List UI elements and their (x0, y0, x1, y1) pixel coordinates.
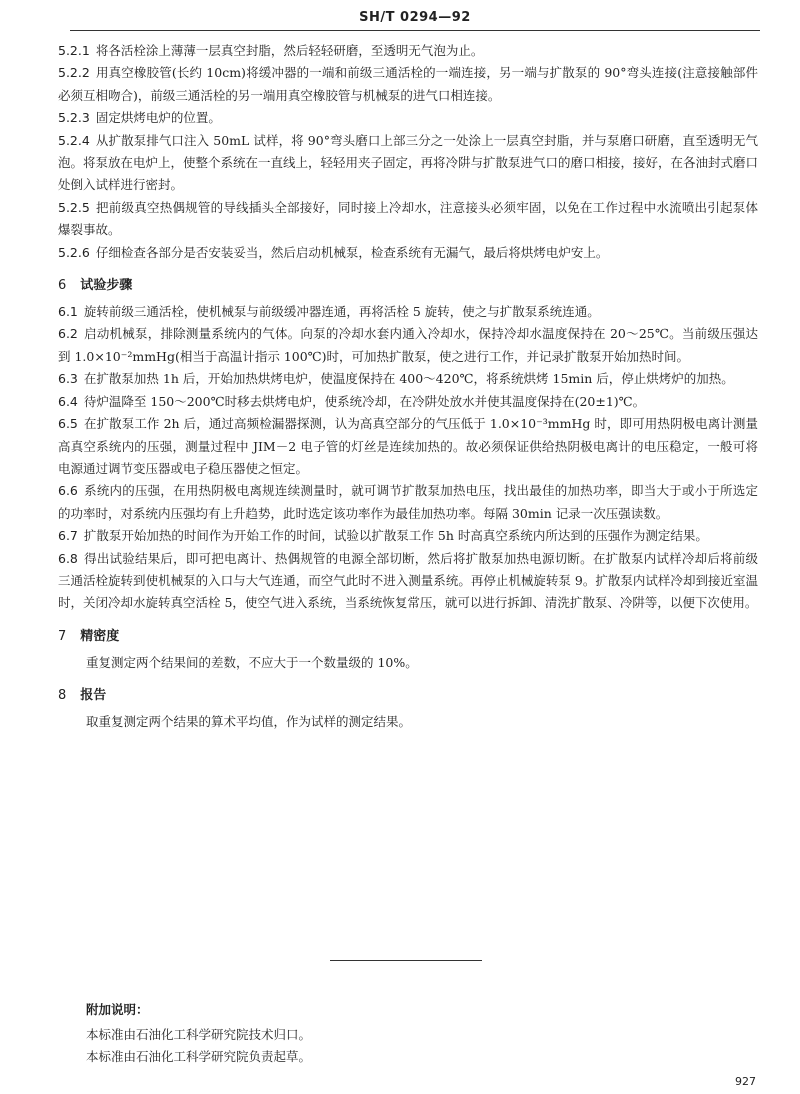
clause-6-7 (58, 525, 758, 547)
clause-number: 5.2.5 (58, 199, 90, 215)
clause-5-2-1 (58, 40, 758, 62)
additional-notes (86, 1000, 686, 1068)
clause-text: 仔细检查各部分是否安装妥当，然后启动机械泵，检查系统有无漏气，最后将烘烤电炉安上。 (95, 244, 609, 260)
page-number: 927 (735, 1075, 756, 1088)
clause-number: 5.2.2 (58, 65, 90, 81)
clause-text: 在扩散泵加热 1h 后，开始加热烘烤电炉，使温度保持在 400～420℃，将系统烘烤 15min 后，停止烘烤炉的加热。 (83, 371, 734, 387)
section-number: 8 (58, 688, 67, 704)
page-header (70, 6, 760, 34)
clause-number: 5.2.3 (58, 110, 90, 126)
clause-5-2-6 (58, 242, 758, 264)
clause-text: 将各活栓涂上薄薄一层真空封脂，然后轻轻研磨，至透明无气泡为止。 (95, 43, 484, 58)
clause-text: 系统内的压强，在用热阴极电离规连续测量时，就可调节扩散泵加热电压，找出最佳的加热功率，即当大于或小于所选定的功率时，对系统内压强均有上升趋势，此时选定该功率作为最佳加热功率。每隔 30min 记录一次压强读数。 (58, 483, 758, 521)
clause-6-6 (58, 480, 758, 525)
clause-text: 旋转前级三通活栓，使机械泵与前级缓冲器连通，再将活栓 5 旋转，使之与扩散泵系统连通。 (83, 304, 600, 320)
section-6-heading (58, 274, 758, 293)
clause-5-2-3 (58, 107, 758, 129)
notes-title: 附加说明： (86, 1002, 149, 1017)
section-7-text: 重复测定两个结果间的差数，不应大于一个数量级的 10%。 (86, 654, 418, 670)
clause-text: 待炉温降至 150～200℃时移去烘烤电炉，使系统冷却，在冷阱处放水并使其温度保持在(20±1)℃。 (83, 393, 646, 409)
header-rule (70, 30, 760, 31)
clause-5-2-4 (58, 130, 758, 197)
clause-text: 固定烘烤电炉的位置。 (95, 110, 221, 126)
notes-line: 本标准由石油化工科学研究院负责起草。 (86, 1049, 312, 1064)
clause-number: 5.2.1 (58, 43, 90, 58)
section-8-text: 取重复测定两个结果的算术平均值，作为试样的测定结果。 (86, 714, 412, 730)
clause-number: 6.5 (58, 416, 78, 432)
document-body (58, 40, 758, 734)
clause-number: 6.7 (58, 528, 78, 544)
clause-number: 6.4 (58, 393, 78, 409)
section-8-heading (58, 684, 758, 703)
notes-line: 本标准由石油化工科学研究院技术归口。 (86, 1027, 312, 1042)
section-title: 报告 (80, 688, 107, 704)
section-6 (58, 301, 758, 615)
clause-text: 扩散泵开始加热的时间作为开始工作的时间，试验以扩散泵工作 5h 时高真空系统内所达到的压强作为测定结果。 (83, 528, 708, 544)
clause-number: 6.2 (58, 326, 78, 342)
clause-number: 5.2.4 (58, 132, 90, 148)
section-title: 精密度 (80, 628, 120, 644)
clause-number: 6.3 (58, 371, 78, 387)
clause-5-2-2 (58, 62, 758, 107)
clause-text: 把前级真空热偶规管的导线插头全部接好，同时接上冷却水，注意接头必须牢固，以免在工作过程中水流喷出引起泵体爆裂事故。 (58, 199, 758, 238)
section-5-2 (58, 40, 758, 264)
clause-number: 6.6 (58, 483, 78, 499)
clause-6-5 (58, 413, 758, 480)
clause-5-2-5 (58, 197, 758, 242)
clause-text: 启动机械泵，排除测量系统内的气体。向泵的冷却水套内通入冷却水，保持冷却水温度保持在 20～25℃。当前级压强达到 1.0×10⁻²mmHg(相当于高温计指示 100℃)时，可加热扩散泵，使之进行工作，并记录扩散泵开始加热时间。 (58, 326, 758, 364)
clause-6-3 (58, 368, 758, 390)
clause-number: 5.2.6 (58, 244, 90, 260)
section-7-heading (58, 625, 758, 644)
clause-6-8 (58, 548, 758, 615)
clause-text: 从扩散泵排气口注入 50mL 试样，将 90°弯头磨口上部三分之一处涂上一层真空封脂，并与泵磨口研磨，直至透明无气泡。将泵放在电炉上，使整个系统在一直线上，轻轻用夹子固定，再将冷阱与扩散泵进气口的磨口相接，接好，在各油封式磨口处倒入试样进行密封。 (58, 132, 759, 193)
end-divider (330, 960, 482, 961)
clause-number: 6.1 (58, 304, 78, 320)
section-number: 7 (58, 628, 67, 644)
section-title: 试验步骤 (80, 278, 133, 294)
clause-text: 用真空橡胶管(长约 10cm)将缓冲器的一端和前级三通活栓的一端连接，另一端与扩散泵的 90°弯头连接(注意接触部件必须互相吻合)，前级三通活栓的另一端用真空橡胶管与机械泵的进气口相连接。 (58, 65, 758, 103)
section-number: 6 (58, 278, 67, 294)
clause-text: 得出试验结果后，即可把电离计、热偶规管的电源全部切断，然后将扩散泵加热电源切断。在扩散泵内试样冷却后将前级三通活栓旋转到使机械泵的入口与大气连通，而空气此时不进入测量系统。再停止机械旋转泵 9。扩散泵内试样冷却到接近室温时，关闭冷却水旋转真空活栓 5，使空气进入系统，当系统恢复常压，就可以进行拆卸、清洗扩散泵、冷阱等，以便下次使用。 (58, 550, 758, 611)
standard-number: SH/T 0294—92 (359, 10, 471, 25)
clause-6-2 (58, 323, 758, 368)
clause-number: 6.8 (58, 550, 78, 566)
clause-6-4 (58, 391, 758, 413)
clause-6-1 (58, 301, 758, 323)
clause-text: 在扩散泵工作 2h 后，通过高频检漏器探测，认为高真空部分的气压低于 1.0×10⁻³mmHg 时，即可用热阴极电离计测量高真空系统内的压强，测量过程中 JIM－2 电子管的灯丝是连续加热的。故必须保证供给热阴极电离计的电压稳定，一般可将电源通过调节变压器或电子稳压器使之恒定。 (58, 416, 758, 476)
